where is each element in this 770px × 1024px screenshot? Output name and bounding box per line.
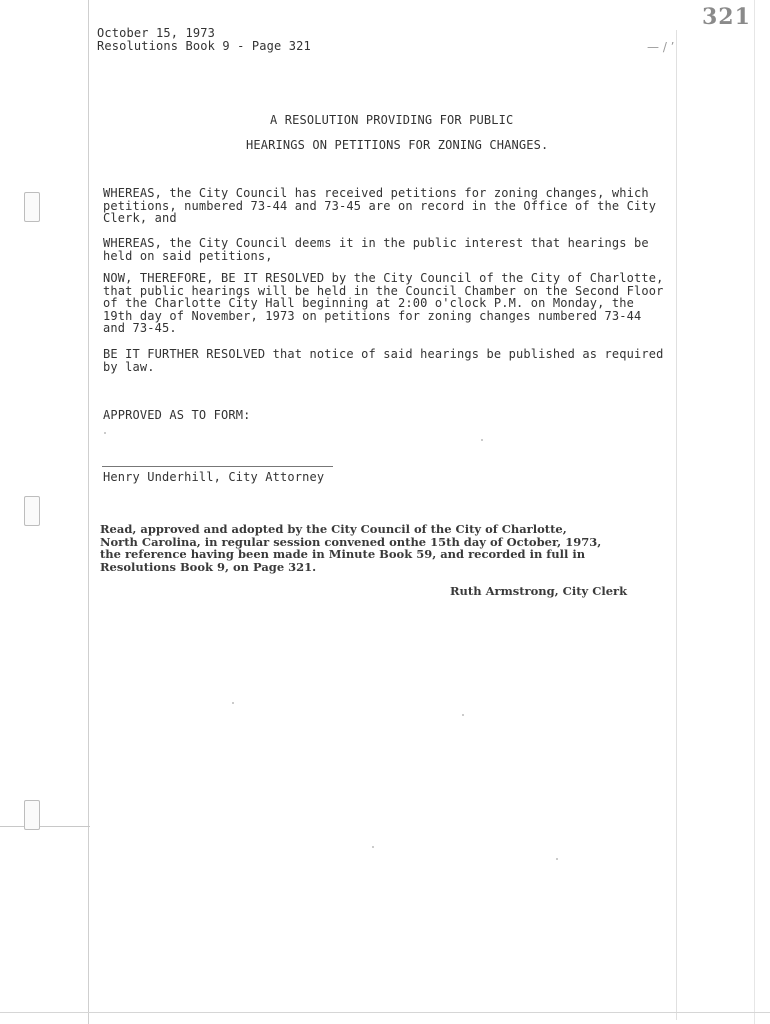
binder-hole-middle bbox=[24, 496, 40, 526]
further-resolved-paragraph: BE IT FURTHER RESOLVED that notice of said hearings be published as required by law. bbox=[103, 347, 664, 374]
page-number-stamp: 321 bbox=[702, 4, 751, 30]
city-attorney-signatory: Henry Underhill, City Attorney bbox=[103, 470, 325, 484]
scan-speck bbox=[232, 702, 234, 704]
whereas-paragraph-1: WHEREAS, the City Council has received petitions for zoning changes, which petitions, numbered 73-44 and 73-45 are on record in the Office of the City Clerk, and bbox=[103, 186, 657, 225]
resolved-paragraph: NOW, THEREFORE, BE IT RESOLVED by the City Council of the City of Charlotte, that public hearings will be held in the Council Chamber on the Second Floor of the Charlotte City Hall beginning at 2:00 o'clock P.M. on Monday, the 19th day of November, 1973 on petitions for zoning changes numbered 73-44 and 73-45. bbox=[103, 271, 664, 335]
scan-speck bbox=[372, 846, 374, 848]
bottom-edge-line bbox=[0, 1012, 770, 1013]
binder-hole-bottom bbox=[24, 800, 40, 830]
approved-as-to-form-label: APPROVED AS TO FORM: bbox=[103, 408, 251, 422]
resolution-title-line-1: A RESOLUTION PROVIDING FOR PUBLIC bbox=[270, 113, 514, 127]
scan-speck bbox=[462, 714, 464, 716]
right-edge-line bbox=[754, 0, 755, 1024]
left-margin-line bbox=[88, 0, 89, 1024]
city-clerk-signatory: Ruth Armstrong, City Clerk bbox=[450, 584, 628, 598]
corner-pen-mark: — / ’ bbox=[647, 40, 675, 54]
right-margin-line bbox=[676, 30, 677, 1020]
resolution-title-line-2: HEARINGS ON PETITIONS FOR ZONING CHANGES. bbox=[246, 138, 549, 152]
header-book-reference: Resolutions Book 9 - Page 321 bbox=[97, 39, 311, 53]
scan-speck bbox=[481, 439, 483, 441]
adoption-certification: Read, approved and adopted by the City Council of the City of Charlotte, North Carolina, in regular session convened onthe 15th day of October, 1973, the reference having been made in Minute Book 59, and recorded in full in Resolutions Book 9, on Page 321. bbox=[100, 522, 602, 574]
whereas-paragraph-2: WHEREAS, the City Council deems it in the public interest that hearings be held on said petitions, bbox=[103, 236, 649, 263]
scan-speck bbox=[104, 432, 106, 434]
binder-hole-top bbox=[24, 192, 40, 222]
scan-line-left bbox=[0, 826, 90, 827]
scan-speck bbox=[556, 858, 558, 860]
header-date: October 15, 1973 bbox=[97, 26, 215, 40]
signature-line bbox=[102, 466, 333, 467]
